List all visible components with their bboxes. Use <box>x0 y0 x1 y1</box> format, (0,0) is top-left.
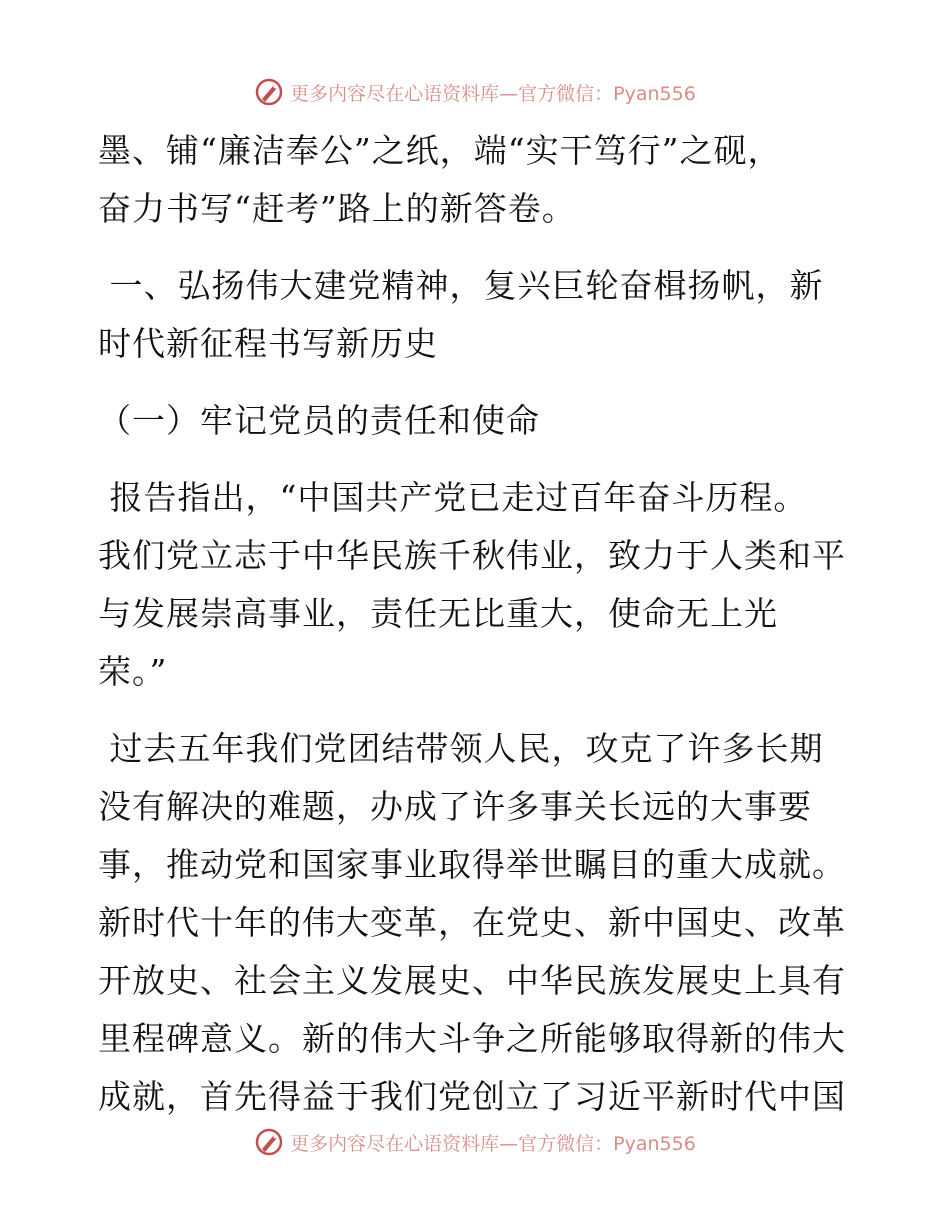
section-heading <box>98 257 858 373</box>
footer-banner-text: 更多内容尽在心语资料库—官方微信：Pyan556 <box>290 1132 696 1155</box>
text-line: 荣。” <box>98 652 168 691</box>
text-line: 奋力书写“赶考”路上的新答卷。 <box>98 189 576 228</box>
text-line: 新时代十年的伟大变革，在党史、新中国史、改革 <box>98 903 846 942</box>
pen-logo-icon <box>254 77 284 107</box>
heading-line: （一）牢记党员的责任和使命 <box>98 401 540 440</box>
heading-line: 一、弘扬伟大建党精神，复兴巨轮奋楫扬帆，新 <box>98 266 824 305</box>
text-line: 事，推动党和国家事业取得举世瞩目的重大成就。 <box>98 845 846 884</box>
paragraph-report-quote <box>98 469 858 701</box>
document-body <box>98 122 858 1126</box>
pen-logo-icon <box>254 1127 284 1157</box>
header-banner-text: 更多内容尽在心语资料库—官方微信：Pyan556 <box>290 82 696 105</box>
footer-watermark <box>0 1122 950 1162</box>
subsection-heading <box>98 392 858 450</box>
text-line: 过去五年我们党团结带领人民，攻克了许多长期 <box>98 729 824 768</box>
text-line: 没有解决的难题，办成了许多事关长远的大事要 <box>98 787 812 826</box>
text-line: 墨、铺“廉洁奉公”之纸，端“实干笃行”之砚， <box>98 131 782 170</box>
header-watermark <box>0 72 950 112</box>
paragraph-achievements <box>98 720 858 1126</box>
text-line: 报告指出，“中国共产党已走过百年奋斗历程。 <box>98 478 808 517</box>
text-line: 里程碑意义。新的伟大斗争之所能够取得新的伟大 <box>98 1019 846 1058</box>
text-line: 与发展崇高事业，责任无比重大，使命无上光 <box>98 594 778 633</box>
heading-line: 时代新征程书写新历史 <box>98 324 438 363</box>
paragraph-intro <box>98 122 858 238</box>
text-line: 我们党立志于中华民族千秋伟业，致力于人类和平 <box>98 536 846 575</box>
text-line: 成就，首先得益于我们党创立了习近平新时代中国 <box>98 1077 846 1116</box>
text-line: 开放史、社会主义发展史、中华民族发展史上具有 <box>98 961 846 1000</box>
